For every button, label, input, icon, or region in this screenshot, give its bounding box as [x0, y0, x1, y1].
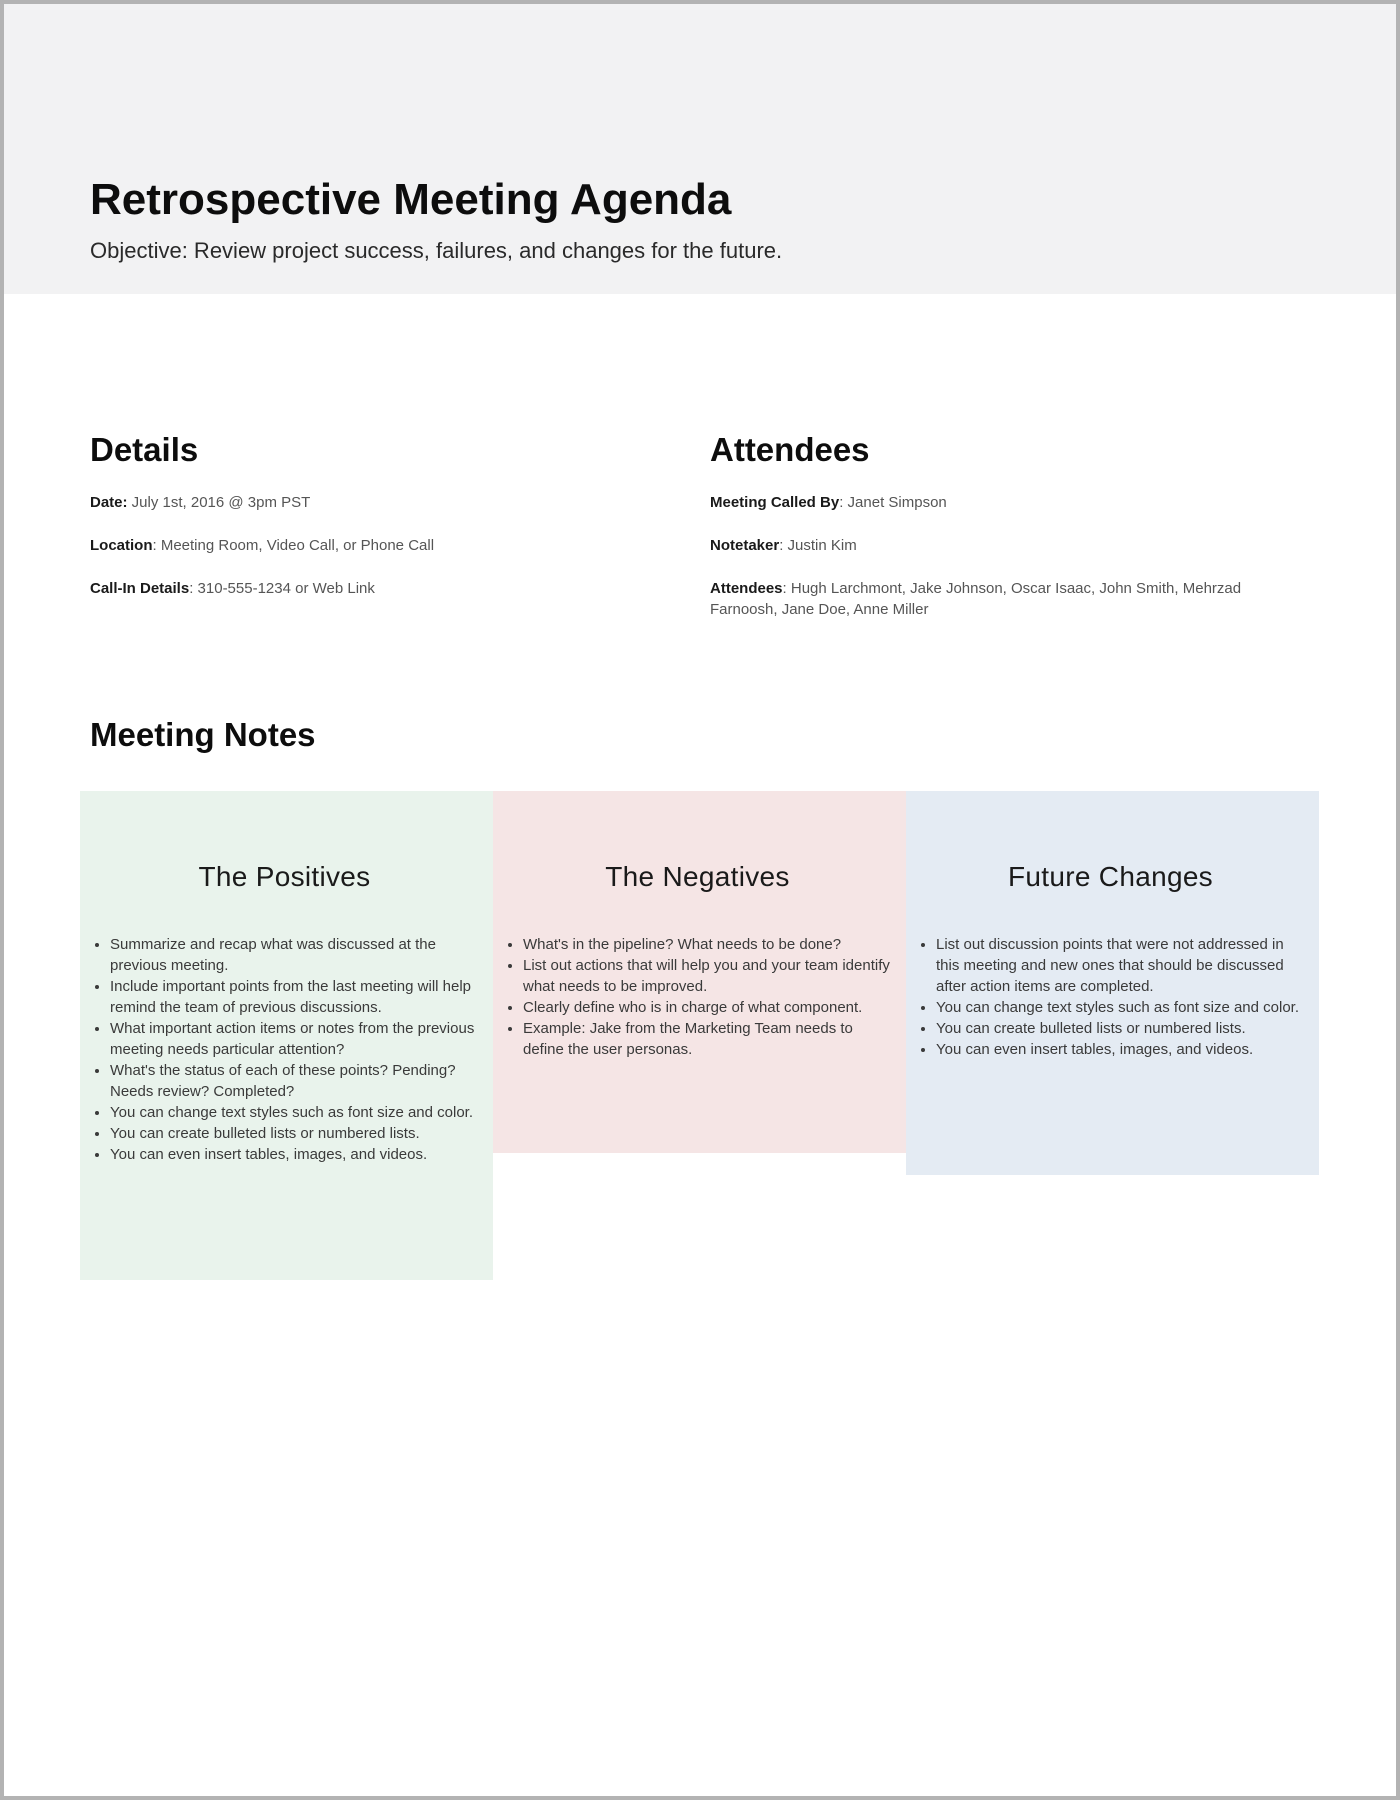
attendee-called-by-label: Meeting Called By	[710, 494, 840, 511]
detail-date	[90, 492, 310, 513]
attendee-list	[710, 578, 1270, 620]
detail-location-label: Location	[90, 537, 153, 554]
negatives-title: The Negatives	[605, 861, 790, 892]
list-item: • What's in the pipeline? What needs to be done?	[523, 934, 892, 955]
positives-list	[90, 934, 479, 1165]
positives-title: The Positives	[198, 861, 371, 892]
list-item: • You can even insert tables, images, and videos.	[936, 1039, 1305, 1060]
document-title: Retrospective Meeting Agenda	[90, 175, 732, 224]
details-heading: Details	[90, 431, 199, 468]
list-item: • You can change text styles such as font size and color.	[110, 1102, 479, 1123]
list-item: • List out actions that will help you and your team identify what needs to be improved.	[523, 955, 892, 997]
list-item: • What's the status of each of these points? Pending? Needs review? Completed?	[110, 1060, 479, 1102]
future-changes-title: Future Changes	[1008, 861, 1213, 892]
list-item: • What important action items or notes from the previous meeting needs particular attention?	[110, 1018, 479, 1060]
detail-callin-value: : 310-555-1234 or Web Link	[189, 580, 375, 597]
attendees-heading: Attendees	[710, 431, 870, 468]
future-changes-column	[906, 791, 1319, 1175]
detail-location-value: : Meeting Room, Video Call, or Phone Call	[152, 537, 435, 554]
negatives-column	[493, 791, 906, 1153]
detail-callin	[90, 578, 375, 599]
detail-location	[90, 535, 434, 556]
meeting-notes-heading: Meeting Notes	[90, 716, 316, 753]
attendee-notetaker-value: : Justin Kim	[779, 537, 857, 554]
future-changes-list	[916, 934, 1305, 1060]
list-item: • Include important points from the last meeting will help remind the team of previous discussions.	[110, 976, 479, 1018]
detail-date-label: Date:	[90, 494, 128, 511]
attendee-list-value: : Hugh Larchmont, Jake Johnson, Oscar Isaac, John Smith, Mehrzad Farnoosh, Jane Doe, Anne Miller	[710, 580, 1242, 618]
attendee-list-label: Attendees	[710, 580, 783, 597]
list-item: • List out discussion points that were not addressed in this meeting and new ones that should be discussed after action items are completed.	[936, 934, 1305, 997]
attendee-notetaker-label: Notetaker	[710, 537, 780, 554]
list-item: • You can change text styles such as font size and color.	[936, 997, 1305, 1018]
positives-column	[80, 791, 493, 1280]
list-item: • You can create bulleted lists or numbered lists.	[110, 1123, 479, 1144]
list-item: • Summarize and recap what was discussed at the previous meeting.	[110, 934, 479, 976]
list-item: • Example: Jake from the Marketing Team needs to define the user personas.	[523, 1018, 892, 1060]
detail-callin-label: Call-In Details	[90, 580, 190, 597]
list-item: • You can create bulleted lists or numbered lists.	[936, 1018, 1305, 1039]
list-item: • You can even insert tables, images, and videos.	[110, 1144, 479, 1165]
attendee-called-by-value: : Janet Simpson	[839, 494, 947, 511]
document-objective: Objective: Review project success, failures, and changes for the future.	[90, 238, 783, 263]
detail-date-value: July 1st, 2016 @ 3pm PST	[127, 494, 311, 511]
attendee-called-by	[710, 492, 947, 513]
negatives-list	[503, 934, 892, 1060]
list-item: • Clearly define who is in charge of what component.	[523, 997, 892, 1018]
attendee-notetaker	[710, 535, 857, 556]
